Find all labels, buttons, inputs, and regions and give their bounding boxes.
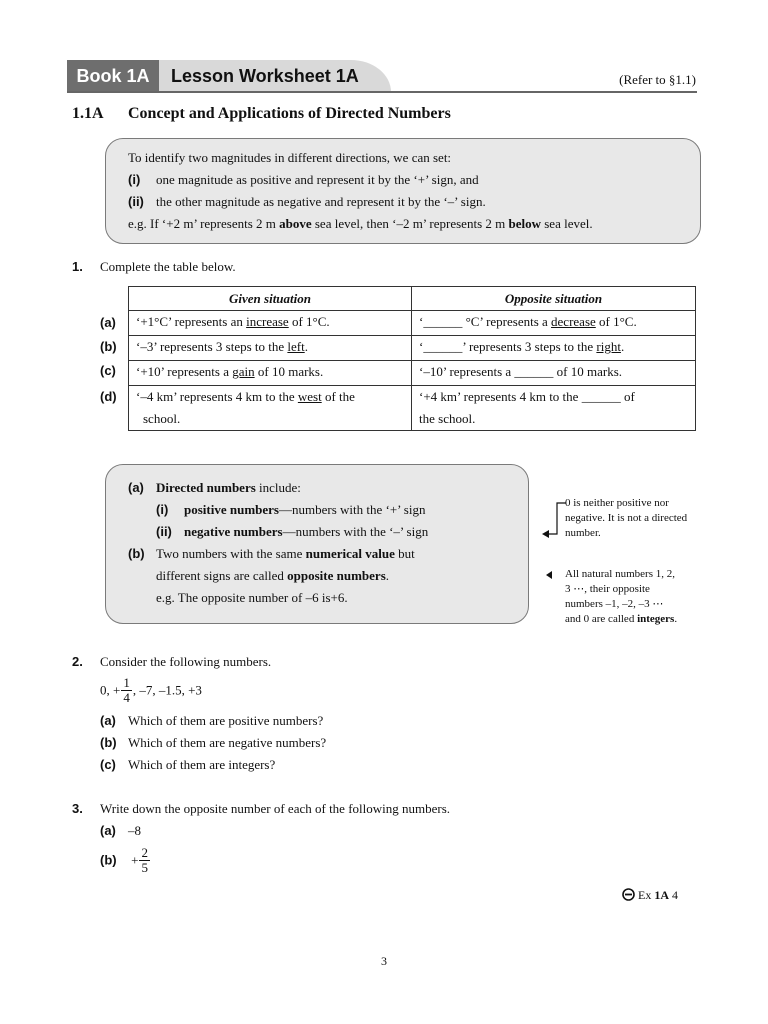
term-directed-numbers: Directed numbers [156, 480, 256, 495]
number-list: 0, + $\frac{1}{4}$ , –7, –1.5, +3 [100, 675, 202, 705]
section-title [72, 105, 451, 123]
definition-b-cont: different signs are called opposite numbers. [156, 568, 390, 583]
header-rule [67, 91, 697, 93]
row-label-d: (d) [100, 389, 117, 404]
exercise-reference[interactable]: Ex 1A 4 [622, 888, 678, 903]
question-2c: (c) Which of them are integers? [100, 757, 276, 772]
item-label: (ii) [128, 194, 144, 209]
item-label: (i) [156, 502, 169, 517]
term-numerical-value: numerical value [305, 546, 395, 561]
fraction: $\frac{2}{5}$ [141, 845, 148, 875]
question-3-number: 3. [72, 801, 83, 816]
question-1-prompt: Complete the table below. [100, 259, 236, 274]
section-number: 1.1A [72, 105, 104, 122]
example-text: sea level, then ‘–2 m’ represents 2 m [311, 216, 509, 231]
col-header-opposite: Opposite situation [412, 287, 696, 311]
pointer-icon [546, 571, 552, 579]
item-text: one magnitude as positive and represent it by the ‘+’ sign, and [156, 172, 479, 187]
given-cell: ‘–4 km’ represents 4 km to the west of the school. [129, 386, 412, 431]
item-label: (a) [128, 480, 144, 495]
table-row [129, 311, 696, 336]
section-name: Concept and Applications of Directed Numbers [128, 105, 451, 122]
example-below: below [508, 216, 541, 231]
concept-example [128, 213, 593, 235]
side-note-integers: All natural numbers 1, 2, 3 ⋯, their opposite numbers –1, –2, –3 ⋯ and 0 are called integers. [565, 568, 678, 625]
concept-intro: To identify two magnitudes in different directions, we can set: [128, 150, 452, 165]
opposite-cell[interactable]: ‘–10’ represents a ______ of 10 marks. [412, 361, 696, 386]
row-label-b: (b) [100, 339, 117, 354]
item-text: the other magnitude as negative and represent it by the ‘–’ sign. [156, 194, 486, 209]
table-row [129, 386, 696, 431]
term-negative-numbers: negative numbers [184, 524, 283, 539]
question-2-number: 2. [72, 654, 83, 669]
given-cell: ‘–3’ represents 3 steps to the left. [129, 336, 412, 361]
definition-box [105, 464, 529, 624]
term-positive-numbers: positive numbers [184, 502, 279, 517]
item-label: (b) [128, 546, 145, 561]
definition-a-i: (i) positive numbers—numbers with the ‘+’ sign [156, 502, 426, 517]
definition-a: (a) Directed numbers include: [128, 480, 301, 495]
side-note-zero: 0 is neither positive nor negative. It is not a directed number. [565, 497, 688, 539]
question-2b: (b) Which of them are negative numbers? [100, 735, 327, 750]
example-text: sea level. [541, 216, 593, 231]
table-row [129, 336, 696, 361]
item-label: (i) [128, 172, 141, 187]
question-2a: (a) Which of them are positive numbers? [100, 713, 324, 728]
item-label: (ii) [156, 524, 172, 539]
fraction: $\frac{1}{4}$ [123, 675, 130, 705]
question-3b: (b) + $\frac{2}{5}$ [100, 845, 148, 875]
opposite-cell[interactable]: ‘+4 km’ represents 4 km to the ______ of the school. [412, 386, 696, 431]
definition-a-ii: (ii) negative numbers—numbers with the ‘–’ sign [156, 524, 429, 539]
example-text: e.g. If ‘+2 m’ represents 2 m [128, 216, 280, 231]
book-tag: Book 1A [67, 60, 159, 92]
concept-item-i [128, 169, 479, 191]
row-label-a: (a) [100, 315, 116, 330]
opposite-cell[interactable]: ‘______’ represents 3 steps to the right. [412, 336, 696, 361]
definition-example: e.g. The opposite number of –6 is+6. [156, 590, 348, 605]
worksheet-title: Lesson Worksheet 1A [159, 60, 391, 92]
question-2-prompt: Consider the following numbers. [100, 654, 272, 669]
row-label-c: (c) [100, 363, 116, 378]
opposite-cell[interactable]: ‘______ °C’ represents a decrease of 1°C. [412, 311, 696, 336]
situation-table [128, 286, 696, 431]
concept-item-ii [128, 191, 486, 213]
example-above: above [279, 216, 312, 231]
given-cell: ‘+1°C’ represents an increase of 1°C. [129, 311, 412, 336]
question-3a: (a) –8 [100, 823, 141, 838]
concept-box [105, 138, 701, 244]
col-header-given: Given situation [129, 287, 412, 311]
exercise-link-icon [622, 888, 635, 901]
definition-b: (b) Two numbers with the same numerical value but [128, 546, 415, 561]
term-opposite-numbers: opposite numbers [287, 568, 386, 583]
question-1-number: 1. [72, 259, 83, 274]
given-cell: ‘+10’ represents a gain of 10 marks. [129, 361, 412, 386]
page-number: 3 [381, 954, 387, 968]
question-3-prompt: Write down the opposite number of each of the following numbers. [100, 801, 451, 816]
table-header [129, 287, 696, 311]
table-row [129, 361, 696, 386]
refer-note: (Refer to §1.1) [619, 72, 696, 87]
